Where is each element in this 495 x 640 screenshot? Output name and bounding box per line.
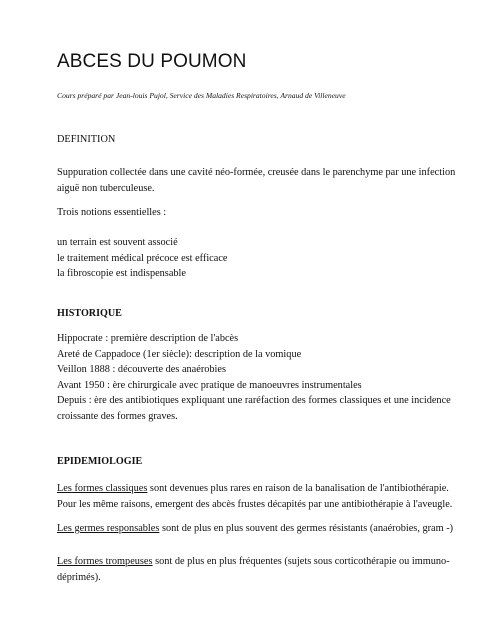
epidemiologie-paragraph-1: [57, 481, 453, 512]
germes-responsables-term: Les germes responsables: [57, 523, 160, 534]
epidemiologie-p2-line: [57, 521, 454, 537]
notions-list: [57, 235, 442, 282]
definition-line-1: Suppuration collectée dans une cavité néo-formée, creusée dans le parenchyme par une infection: [57, 167, 456, 178]
notion-item: le traitement médical précoce est efficace: [57, 252, 228, 264]
formes-classiques-term: Les formes classiques: [57, 483, 148, 494]
historique-line: croissante des formes graves.: [57, 410, 178, 422]
definition-heading: DEFINITION: [57, 134, 116, 145]
epidemiologie-p2-text: sont de plus en plus souvent des germes résistants (anaérobies, gram -): [159, 523, 454, 534]
historique-line: Hippocrate : première description de l'abcès: [57, 333, 239, 344]
epidemiologie-paragraph-2: [57, 521, 454, 537]
historique-heading: HISTORIQUE: [57, 308, 122, 319]
historique-list: [57, 331, 451, 425]
epidemiologie-heading: EPIDEMIOLOGIE: [57, 456, 143, 467]
document-title: ABCES DU POUMON: [57, 51, 247, 72]
formes-trompeuses-term: Les formes trompeuses: [57, 556, 153, 567]
epidemiologie-p3-line-2: déprimés).: [57, 571, 101, 583]
definition-heading-block: [57, 132, 442, 148]
definition-paragraph: [57, 165, 456, 196]
epidemiologie-p3-text: sont de plus en plus fréquentes (sujets sous corticothérapie ou immuno-: [152, 556, 450, 567]
historique-heading-block: [57, 306, 442, 322]
notion-item: la fibroscopie est indispensable: [57, 268, 186, 280]
epidemiologie-heading-block: [57, 454, 442, 470]
notions-intro: Trois notions essentielles :: [57, 207, 167, 218]
notion-item: un terrain est souvent associé: [57, 237, 178, 248]
historique-line: Avant 1950 : ère chirurgicale avec pratique de manoeuvres instrumentales: [57, 379, 362, 391]
epidemiologie-p1-line-2: Pour les même raisons, emergent des abcès frustes décapités par une antibiothérapie à l'aveugle.: [57, 498, 453, 510]
document-subtitle: Cours préparé par Jean-louis Pujol, Service des Maladies Respiratoires, Arnaud de Villeneuve: [57, 91, 346, 100]
historique-line: Depuis : ère des antibiotiques expliquant une raréfaction des formes classiques et une incidence: [57, 395, 451, 407]
notions-intro-block: [57, 205, 442, 221]
epidemiologie-p1-text: sont devenues plus rares en raison de la banalisation de l'antibiothérapie.: [147, 483, 449, 494]
definition-line-2: aiguë non tuberculeuse.: [57, 182, 155, 194]
epidemiologie-paragraph-3: [57, 554, 450, 585]
historique-line: Veillon 1888 : découverte des anaérobies: [57, 364, 226, 376]
historique-line: Areté de Cappadoce (1er siècle): description de la vomique: [57, 348, 302, 360]
epidemiologie-p3-line-1: [57, 554, 450, 570]
epidemiologie-p1-line-1: [57, 481, 449, 497]
